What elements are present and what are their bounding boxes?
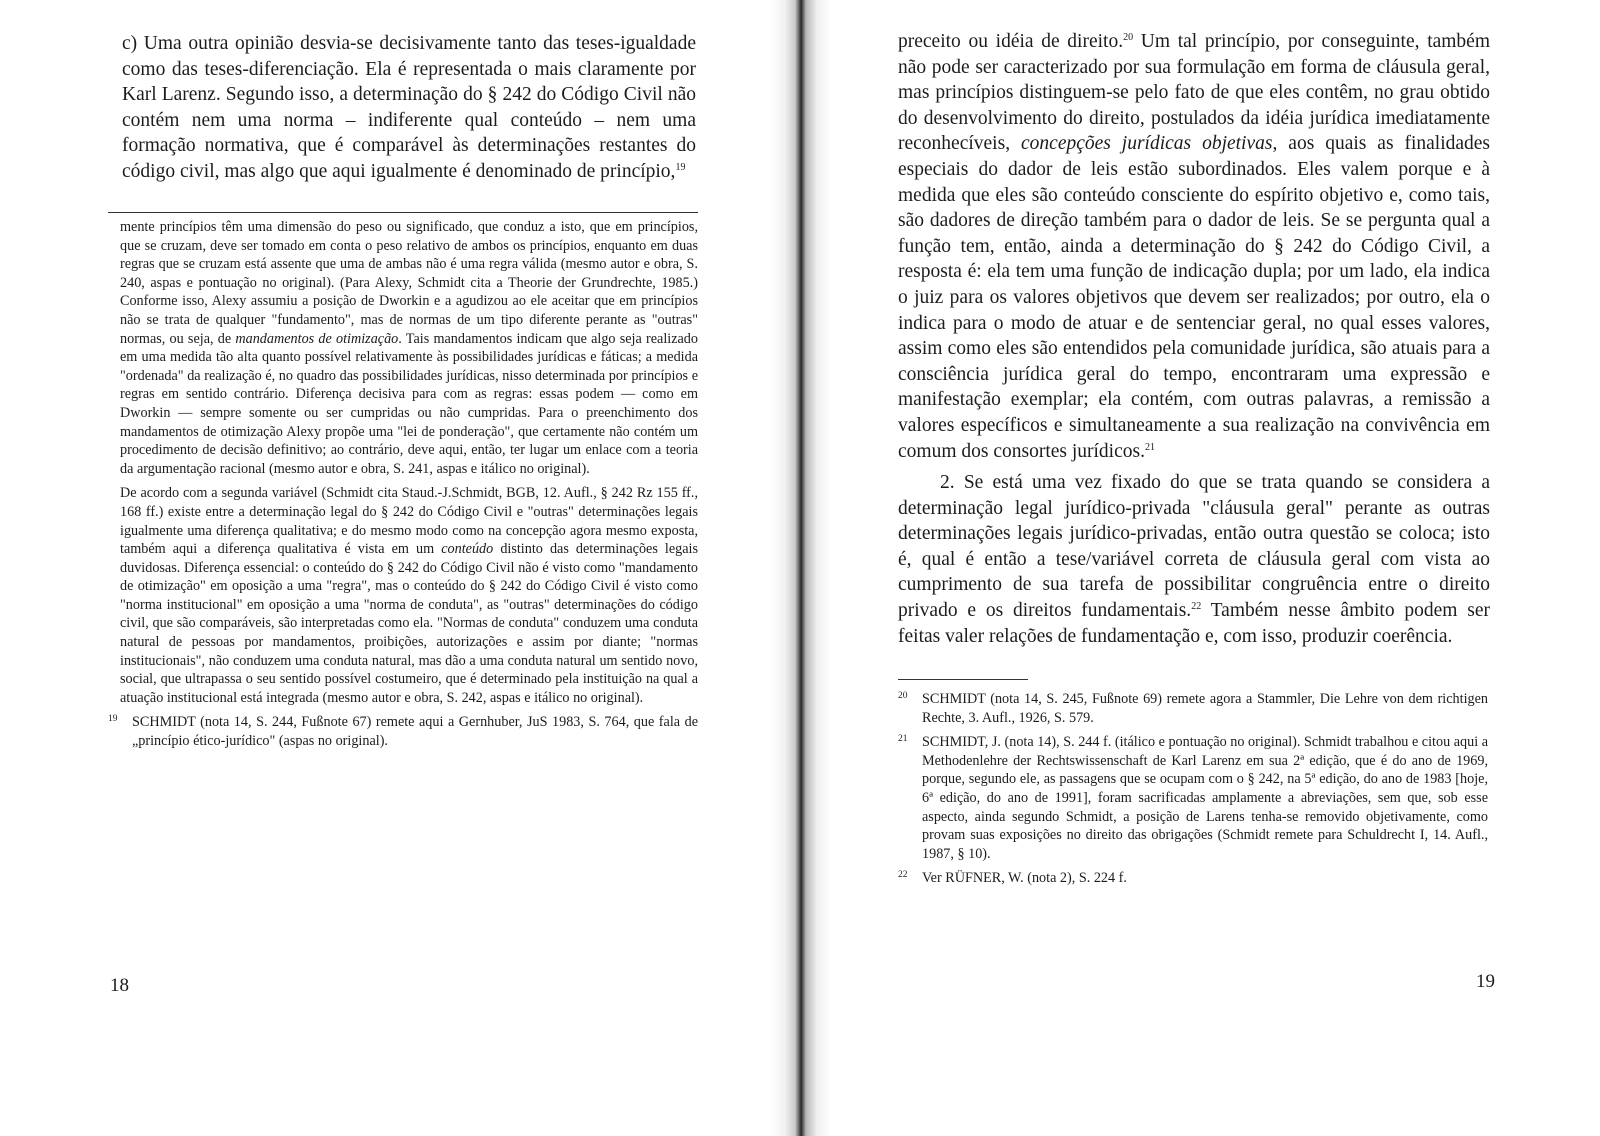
left-page [0,0,780,1136]
right-paragraph-2: 2. Se está uma vez fixado do que se trata quando se considera a determinação legal jurídico-privada "cláusula geral" perante as outras determinações legais jurídico-privadas, então outra questão se coloca; isto é, qual é então a tese/variável correta de cláusula geral com vista ao cumprimento de sua tarefa de possibilitar congruência entre o direito privado e os direitos fundamentais.$^{22}$ Também nesse âmbito podem ser feitas valer relações de fundamentação e, com isso, produzir coerência. [898,472,1490,647]
left-footnote-rule [108,212,698,213]
left-footnotes [108,218,699,751]
footnote-18-continuation: mente princípios têm uma dimensão do peso ou significado, que conduz a isto, que em princípios, que se cruzam, deve ser tomado em conta o peso relativo de ambos os princípios, enquanto em duas regras que se cruzam está assente que uma de ambas não é uma regra válida (mesmo autor e obra, S. 240, aspas e pontuação no original). (Para Alexy, Schmidt cita a Theorie der Grundrechte, 1985.) Conforme isso, Alexy assumiu a posição de Dworkin e a agudizou ao ele aceitar que em princípios não se trata de qualquer "fundamento", mas de normas de um tipo diferente perante as "outras" normas, ou seja, de mandamentos de otimização. Tais mandamentos indicam que algo seja realizado em uma medida tão alta quanto possível relativamente às possibilidades jurídicas e fáticas; a medida "ordenada" da realização é, no quadro das possibilidades jurídicas, nisso determinada por princípios e regras em sentido contrário. Diferença decisiva para com as regras: essas podem — como em Dworkin — sempre somente ou ser cumpridas ou não cumpridas. Para o preenchimento dos mandamentos de otimização Alexy propõe uma "lei de ponderação", que certamente não contém um procedimento de decisão definitivo; ao contrário, deve aqui, então, ter lugar um enlace com a teoria da argumentação racional (mesmo autor e obra, S. 241, aspas e itálico no original). [120,219,698,477]
right-footnote-rule [898,679,1028,680]
footnote-22: 22 Ver RÜFNER, W. (nota 2), S. 224 f. [898,870,1127,887]
footnote-19-number: 19 [108,714,118,725]
left-paragraph-c: c) Uma outra opinião desvia-se decisivamente tanto das teses-igualdade como das teses-diferenciação. Ela é representada o mais claramente por Karl Larenz. Segundo isso, a determinação do § 242 do Código Civil não contém nem uma norma – indiferente qual conteúdo – nem uma formação normativa, que é comparável às determinações restantes do código civil, mas algo que aqui igualmente é denominado de princípio,$^{19}$ [122,33,696,182]
footnote-19: 19 SCHMIDT (nota 14, S. 244, Fußnote 67) remete aqui a Gernhuber, JuS 1983, S. 764, que fala de „princípio ético-jurídico" (aspas no original). [108,713,698,750]
left-body-text [122,31,696,185]
footnote-ref-22: 22 [1191,601,1202,613]
footnote-ref-20: 20 [1123,32,1134,43]
footnote-20: 20 SCHMIDT (nota 14, S. 245, Fußnote 69) remete agora a Stammler, Die Lehre von dem richtigen Rechte, 3. Aufl., 1926, S. 579. [898,691,1488,726]
right-paragraph-1: preceito ou idéia de direito.$^{20}$ Um tal princípio, por conseguinte, também não pode ser caracterizado por sua formulação em forma de cláusula geral, mas princípios distinguem-se pelo fato de que eles contêm, no grau obtido do desenvolvimento do direito, postulados da idéia jurídica imediatamente reconhecíveis, concepções jurídicas objetivas, aos quais as finalidades especiais do dador de leis estão subordinados. Eles valem porque e à medida que eles são conteúdo consciente do espírito objetivo e, como tais, são dadores de direção também para o dador de leis. Se se pergunta qual a função tem, então, ainda a determinação do § 242 do Código Civil, a resposta é: ela tem uma função de indicação dupla; por um lado, ela indica o juiz para os valores objetivos que devem ser realizados; por outro, ela o indica para o modo de atuar e de sentenciar geral, no qual esses valores, assim como eles são entendidos pela comunidade jurídica, são atuais para a consciência jurídica geral do tempo, encontraram uma expressão e manifestação exemplar; ela contém, com outras palavras, a remissão a valores específicos e simultaneamente a sua realização na convivência em comum dos consortes jurídicos.$^{21}$ [898,31,1491,462]
right-page-number: 19 [1476,971,1495,992]
right-page [830,0,1600,1136]
footnote-21: 21 SCHMIDT, J. (nota 14), S. 244 f. (itálico e pontuação no original). Schmidt trabalhou e citou aqui a Methodenlehre der Rechtswissenschaft de Karl Larenz em sua 2ª edição, que é do ano de 1969, porque, segundo ele, as passagens que se ocupam com o § 242, na 5ª edição, do ano de 1983 [hoje, 6ª edição, do ano de 1991], foram sacrificadas amplamente a abreviações, sem que, sob esse aspecto, ainda segundo Schmidt, a posição de Larens tenha-se removido objetivamente, como provam suas exposições no direito das obrigações (Schmidt remete para Schuldrecht I, 14. Aufl., 1987, § 10). [898,734,1488,862]
footnote-18-second-variable: De acordo com a segunda variável (Schmidt cita Staud.-J.Schmidt, BGB, 12. Aufl., § 242 Rz 155 ff., 168 ff.) existe entre a determinação legal do § 242 do Código Civil e "outras" determinações legais igualmente uma diferença qualitativa; e do mesmo modo como na concepção agora mesmo exposta, também aqui a diferença qualitativa é vista em um conteúdo distinto das determinações legais duvidosas. Diferença essencial: o conteúdo do § 242 do Código Civil não é visto como "mandamento de otimização" em oposição a uma "regra", mas o conteúdo do § 242 do Código Civil é visto como "norma institucional" em oposição a uma "norma de conduta", as "outras" determinações do código civil, que são comparáveis, são interpretadas como ela. "Normas de conduta" conduzem uma conduta natural de pessoas por mandamentos, proibições, autorizações e assim por diante; "normas institucionais", não conduzem uma conduta natural, mas dão a uma conduta natural um sentido novo, social, que ultrapassa o seu sentido possível costumeiro, que é determinado pela instituição na qual a atuação institucional está integrada (mesmo autor e obra, S. 242, aspas e itálico no original). [120,485,699,706]
right-body-text [898,29,1490,649]
left-page-number: 18 [110,975,129,996]
footnote-ref-21: 21 [1144,441,1155,453]
right-footnotes [898,690,1488,888]
footnote-ref-19: 19 [675,161,686,173]
